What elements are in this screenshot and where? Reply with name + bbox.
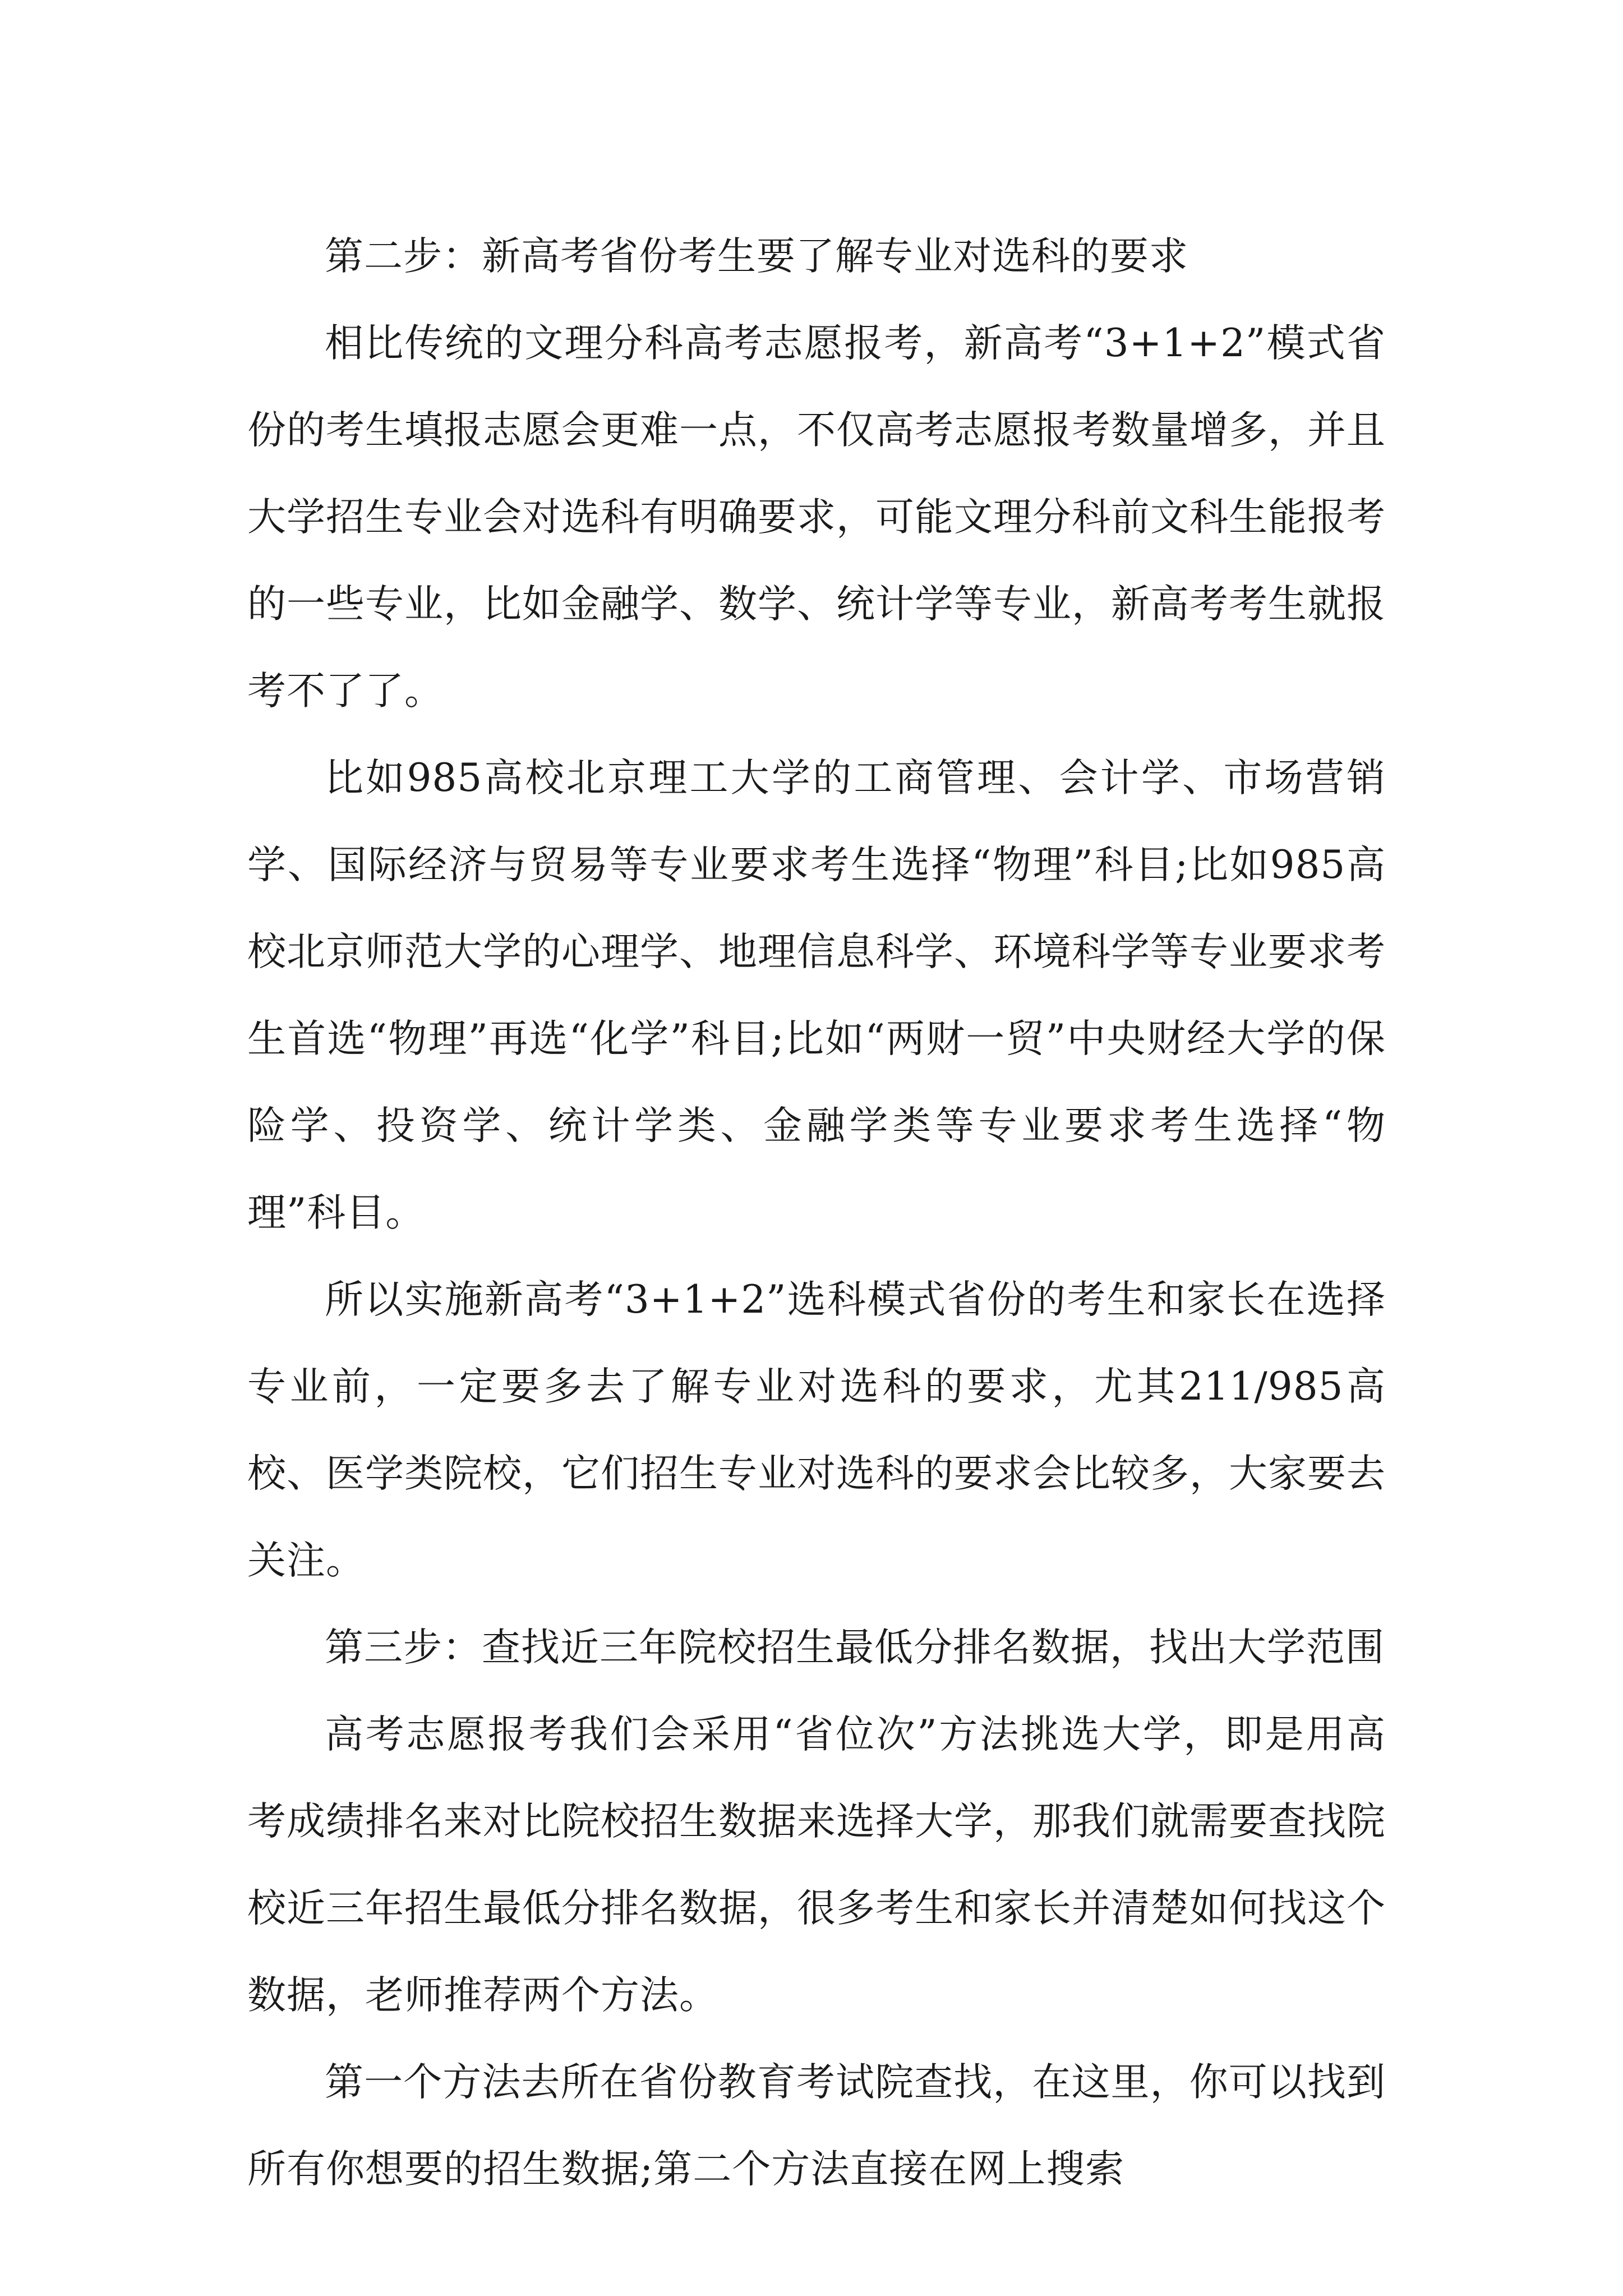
step-two-heading: 第二步：新高考省份考生要了解专业对选科的要求 — [325, 234, 1188, 279]
paragraph: 第一个方法去所在省份教育考试院查找，在这里，你可以找到所有你想要的招生数据;第二个方法直接在网上搜索 — [247, 2060, 1386, 2192]
step-three-heading: 第三步：查找近三年院校招生最低分排名数据，找出大学范围 — [325, 1625, 1385, 1670]
paragraph: 相比传统的文理分科高考志愿报考，新高考“3+1+2”模式省份的考生填报志愿会更难一点，不仅高考志愿报考数量增多，并且大学招生专业会对选科有明确要求，可能文理分科前文科生能报考的一些专业，比如金融学、数学、统计学等专业，新高考考生就报考不了了。 — [247, 321, 1386, 714]
document-body — [247, 213, 1386, 2213]
paragraph: 比如985高校北京理工大学的工商管理、会计学、市场营销学、国际经济与贸易等专业要求考生选择“物理”科目;比如985高校北京师范大学的心理学、地理信息科学、环境科学等专业要求考生首选“物理”再选“化学”科目;比如“两财一贸”中央财经大学的保险学、投资学、统计学类、金融学类等专业要求考生选择“物理”科目。 — [247, 756, 1386, 1235]
paragraph: 所以实施新高考“3+1+2”选科模式省份的考生和家长在选择专业前，一定要多去了解专业对选科的要求，尤其211/985高校、医学类院校，它们招生专业对选科的要求会比较多，大家要去关注。 — [247, 1277, 1386, 1583]
paragraph: 高考志愿报考我们会采用“省位次”方法挑选大学，即是用高考成绩排名来对比院校招生数据来选择大学，那我们就需要查找院校近三年招生最低分排名数据，很多考生和家长并清楚如何找这个数据，老师推荐两个方法。 — [247, 1712, 1386, 2018]
